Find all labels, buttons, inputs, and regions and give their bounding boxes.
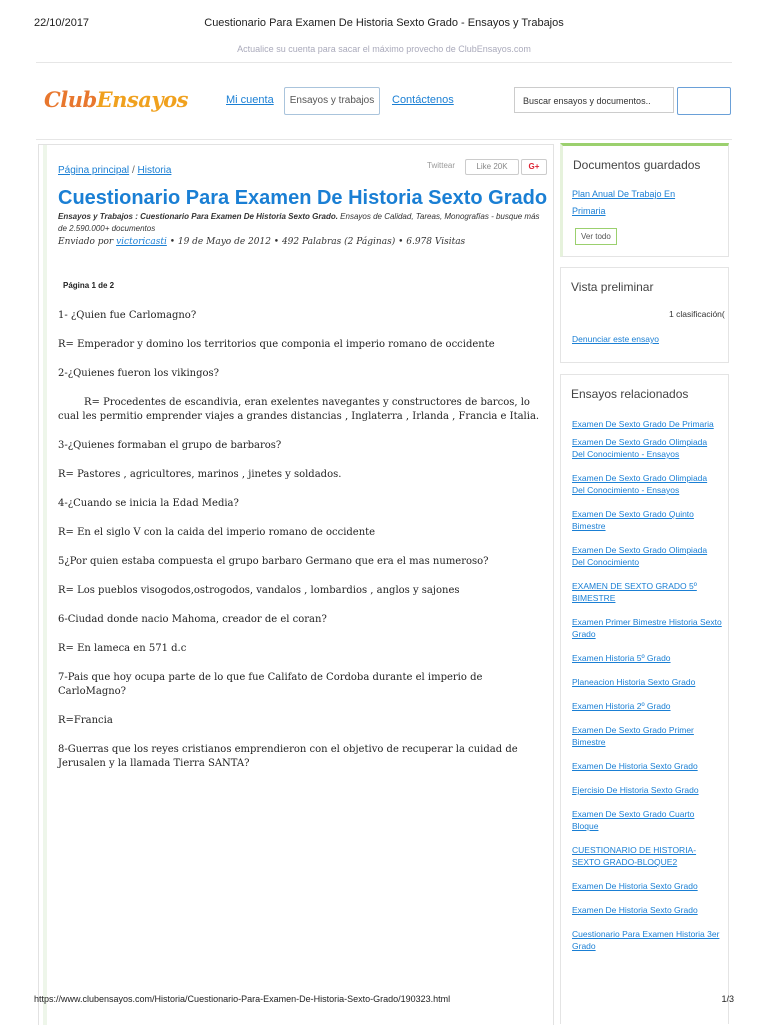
article-subtitle — [58, 211, 548, 235]
saved-documents-title: Documentos guardados — [573, 158, 701, 172]
page-indicator: Página 1 de 2 — [63, 281, 115, 290]
tweet-button[interactable]: Twittear — [427, 161, 456, 170]
related-link[interactable]: Examen De Historia Sexto Grado — [572, 761, 698, 771]
related-link[interactable]: Cuestionario Para Examen Historia 3er Grado — [572, 929, 720, 951]
page-title: Cuestionario Para Examen De Historia Sexto Grado — [58, 187, 548, 209]
gplus-button[interactable]: G+ — [521, 159, 547, 175]
like-button[interactable]: Like 20K — [465, 159, 519, 175]
rating-text: 1 clasificación( — [669, 309, 725, 319]
page-url: https://www.clubensayos.com/Historia/Cuestionario-Para-Examen-De-Historia-Sexto-Grado/190323.html — [34, 994, 451, 1004]
site-logo[interactable] — [44, 87, 188, 112]
related-link[interactable]: EXAMEN DE SEXTO GRADO 5º BIMESTRE — [572, 581, 697, 603]
saved-documents-panel — [560, 143, 729, 257]
print-page-title: Cuestionario Para Examen De Historia Sexto Grado - Ensayos y Trabajos — [204, 17, 564, 29]
author-link[interactable]: victoricasti — [116, 237, 167, 247]
related-link[interactable]: Examen Historia 5º Grado — [572, 653, 671, 663]
meta-sent-by: Enviado por — [58, 237, 117, 247]
related-link[interactable]: Examen De Sexto Grado Cuarto Bloque — [572, 809, 695, 831]
related-link[interactable]: Planeacion Historia Sexto Grado — [572, 677, 696, 687]
related-essays-panel — [560, 374, 729, 1024]
breadcrumb-historia[interactable]: Historia — [137, 165, 172, 176]
article-panel — [38, 144, 554, 1025]
nav-mi-cuenta[interactable]: Mi cuenta — [226, 94, 274, 106]
question-6: 6-Ciudad donde nacio Mahoma, creador de el coran? — [58, 614, 327, 625]
logo-club: Club — [44, 87, 97, 112]
question-7: 7-Pais que hoy ocupa parte de lo que fue Califato de Cordoba durante el imperio de CarloMagno? — [58, 672, 483, 697]
related-link[interactable]: Examen De Sexto Grado Olimpiada Del Conocimiento - Ensayos — [572, 437, 708, 459]
related-link[interactable]: Examen Historia 2º Grado — [572, 701, 671, 711]
question-1: 1- ¿Quien fue Carlomagno? — [58, 310, 197, 321]
related-link[interactable]: Examen De Sexto Grado Olimpiada Del Conocimiento - Ensayos — [572, 473, 708, 495]
subtitle-bold: Ensayos y Trabajos : Cuestionario Para Examen De Historia Sexto Grado. — [58, 212, 338, 221]
breadcrumb — [58, 165, 171, 176]
related-link[interactable]: Examen De Historia Sexto Grado — [572, 905, 698, 915]
answer-1: R= Emperador y domino los territorios que componia el imperio romano de occidente — [58, 339, 495, 350]
question-4: 4-¿Cuando se inicia la Edad Media? — [58, 498, 239, 509]
search-input[interactable]: Buscar ensayos y documentos.. — [514, 87, 674, 113]
answer-5: R= Los pueblos visogodos,ostrogodos, vandalos , lombardios , anglos y sajones — [58, 585, 460, 596]
site-header — [36, 62, 732, 140]
answer-4: R= En el siglo V con la caida del imperio romano de occidente — [58, 527, 376, 538]
answer-2: R= Procedentes de escandivia, eran exelentes navegantes y constructores de barcos, lo cual les permitio emprender viajes a grandes distancias , Inglaterra , Irlanda , Francia e Italia. — [58, 397, 540, 422]
breadcrumb-home[interactable]: Página principal — [58, 165, 130, 176]
search-button[interactable] — [677, 87, 731, 115]
related-link[interactable]: Examen De Historia Sexto Grado — [572, 881, 698, 891]
related-link[interactable]: Ejercisio De Historia Sexto Grado — [572, 785, 699, 795]
answer-6: R= En lameca en 571 d.c — [58, 643, 187, 654]
question-5: 5¿Por quien estaba compuesta el grupo barbaro Germano que era el mas numeroso? — [58, 556, 489, 567]
related-link[interactable]: CUESTIONARIO DE HISTORIA-SEXTO GRADO-BLOQUE2 — [572, 845, 697, 867]
related-link[interactable]: Examen De Sexto Grado Olimpiada Del Conocimiento — [572, 545, 708, 567]
related-link[interactable]: Examen De Sexto Grado De Primaria — [572, 419, 714, 429]
question-3: 3-¿Quienes formaban el grupo de barbaros? — [58, 440, 282, 451]
meta-details: • 19 de Mayo de 2012 • 492 Palabras (2 Páginas) • 6.978 Visitas — [166, 237, 466, 247]
subtitle-rest: Ensayos de Calidad, Tareas, Monografías - busque más de 2.590.000+ documentos — [58, 212, 540, 233]
question-8: 8-Guerras que los reyes cristianos emprendieron con el objetivo de recuperar la cuidad de Jerusalen y la llamada Tierra SANTA? — [58, 744, 518, 769]
nav-ensayos-y-trabajos[interactable]: Ensayos y trabajos — [284, 87, 380, 115]
answer-7: R=Francia — [58, 715, 113, 726]
question-2: 2-¿Quienes fueron los vikingos? — [58, 368, 219, 379]
upgrade-notice[interactable]: Actualice su cuenta para sacar el máximo provecho de ClubEnsayos.com — [237, 44, 531, 54]
preview-panel — [560, 267, 729, 363]
print-date: 22/10/2017 — [34, 17, 90, 29]
logo-ensayos: Ensayos — [96, 87, 188, 112]
see-all-button[interactable]: Ver todo — [575, 228, 617, 245]
related-link[interactable]: Examen De Sexto Grado Quinto Bimestre — [572, 509, 694, 531]
nav-contactenos[interactable]: Contáctenos — [392, 94, 454, 106]
preview-title: Vista preliminar — [571, 280, 654, 294]
article-body — [58, 309, 544, 771]
breadcrumb-separator: / — [129, 165, 138, 176]
article-meta — [58, 237, 465, 247]
answer-3: R= Pastores , agricultores, marinos , jinetes y soldados. — [58, 469, 342, 480]
related-essays-title: Ensayos relacionados — [571, 387, 689, 401]
related-link[interactable]: Examen De Sexto Grado Primer Bimestre — [572, 725, 694, 747]
related-link[interactable]: Examen Primer Bimestre Historia Sexto Grado — [572, 617, 722, 639]
page-count: 1/3 — [721, 994, 734, 1004]
report-essay-link[interactable]: Denunciar este ensayo — [572, 334, 659, 344]
saved-doc-link[interactable]: Plan Anual De Trabajo En Primaria — [572, 189, 676, 216]
